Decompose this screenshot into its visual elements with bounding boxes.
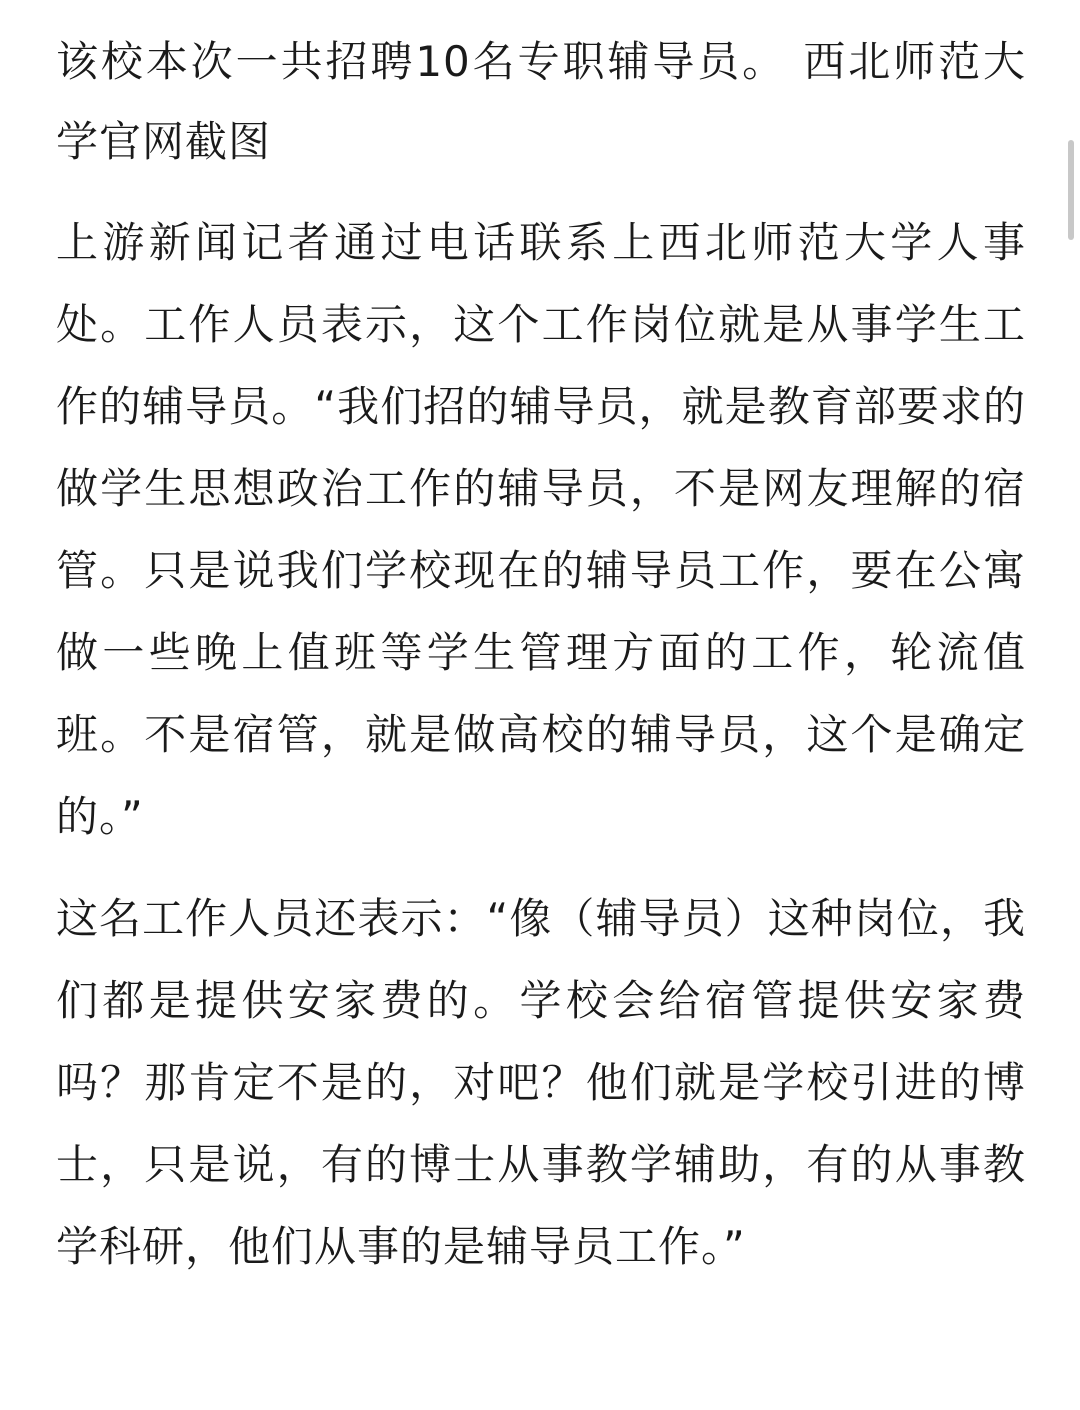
scrollbar-thumb[interactable] bbox=[1068, 140, 1074, 240]
article-paragraph: 上游新闻记者通过电话联系上西北师范大学人事处。工作人员表示，这个工作岗位就是从事学生工作的辅导员。“我们招的辅导员，就是教育部要求的做学生思想政治工作的辅导员，不是网友理解的宿管。只是说我们学校现在的辅导员工作，要在公寓做一些晚上值班等学生管理方面的工作，轮流值班。不是宿管，就是做高校的辅导员，这个是确定的。” bbox=[56, 218, 1026, 841]
image-caption-paragraph: 该校本次一共招聘10名专职辅导员。 西北师范大学官网截图 bbox=[56, 37, 1026, 166]
article-paragraph: 这名工作人员还表示：“像（辅导员）这种岗位，我们都是提供安家费的。学校会给宿管提供安家费吗？那肯定不是的，对吧？他们就是学校引进的博士，只是说，有的博士从事教学辅助，有的从事教学科研，他们从事的是辅导员工作。” bbox=[56, 894, 1026, 1271]
article-body bbox=[56, 22, 1026, 1308]
scrollbar[interactable] bbox=[1064, 0, 1080, 1410]
